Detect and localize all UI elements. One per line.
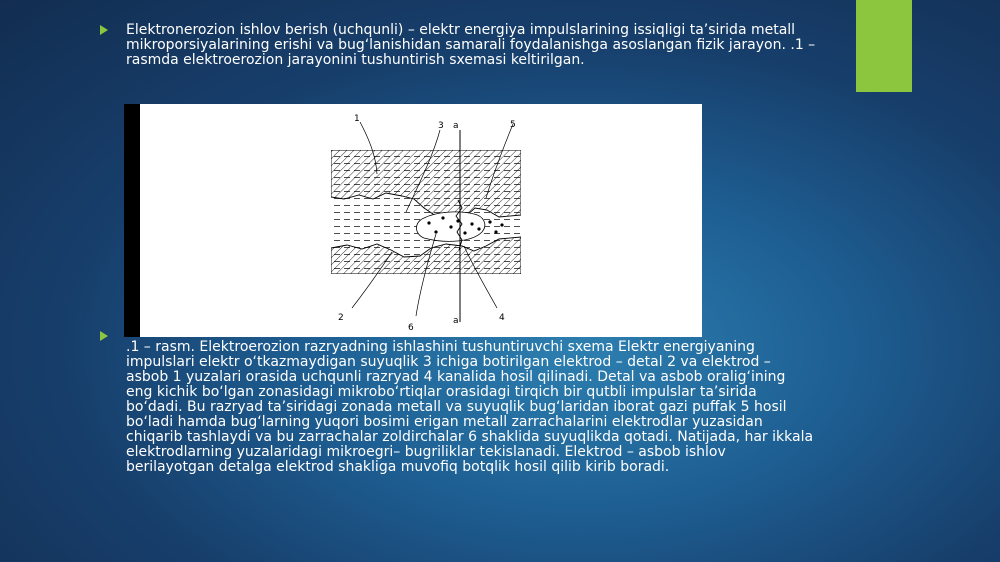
label-a-bottom: a (453, 316, 459, 326)
label-5: 5 (510, 120, 516, 130)
bullet-1-icon (100, 25, 108, 35)
label-4: 4 (499, 313, 505, 323)
label-2: 2 (338, 313, 344, 323)
accent-bar (856, 0, 912, 92)
label-3: 3 (438, 121, 444, 131)
label-6: 6 (408, 323, 414, 333)
label-1: 1 (354, 114, 360, 124)
paragraph-2: .1 – rasm. Elektroerozion razryadning ishlashini tushuntiruvchi sxema Elektr energiyaning impulslari elektr o‘tkazmaydigan suyuqlik 3 ichiga botirilgan elektrod – detal 2 va elektrod – asbob 1 yuzalari orasida uchqunli razryad 4 kanalida hosil qilinadi. Detal va asbob oralig‘ining eng kichik bo‘lgan zonasidagi mikrobo‘rtiqlar orasidagi tirqich bir qutbli impulslar ta’sirida bo‘dadi. Bu razryad ta’siridagi zonada metall va suyuqlik bug‘laridan iborat gazi puffak 5 hosil bo‘ladi hamda bug‘larning yuqori bosimi erigan metall zarrachalarini elektrodlar yuzasidan chiqarib tashlaydi va bu zarrachalar zoldirchalar 6 shaklida suyuqlikda qotadi. Natijada, har ikkala elektrodlarning yuzalaridagi mikroegri– bugriliklar tekislanadi. Elektrod – asbob ishlov berilayotgan detalga elektrod shakliga muvofiq botqlik hosil qilib kirib boradi. (126, 339, 814, 475)
discharge-scheme-figure (124, 104, 702, 337)
scheme-drawing (124, 104, 702, 337)
bullet-2-icon (100, 331, 108, 341)
paragraph-1: Elektronerozion ishlov berish (uchqunli) – elektr energiya impulslarining issiqligi ta’sirida metall mikroporsiyalarining erishi va bug‘lanishidan samarali foydalanishga asoslangan fizik jarayon. .1 – rasmda elektroerozion jarayonini tushuntirish sxemasi keltirilgan. (126, 22, 816, 68)
label-a-top: a (453, 121, 459, 131)
